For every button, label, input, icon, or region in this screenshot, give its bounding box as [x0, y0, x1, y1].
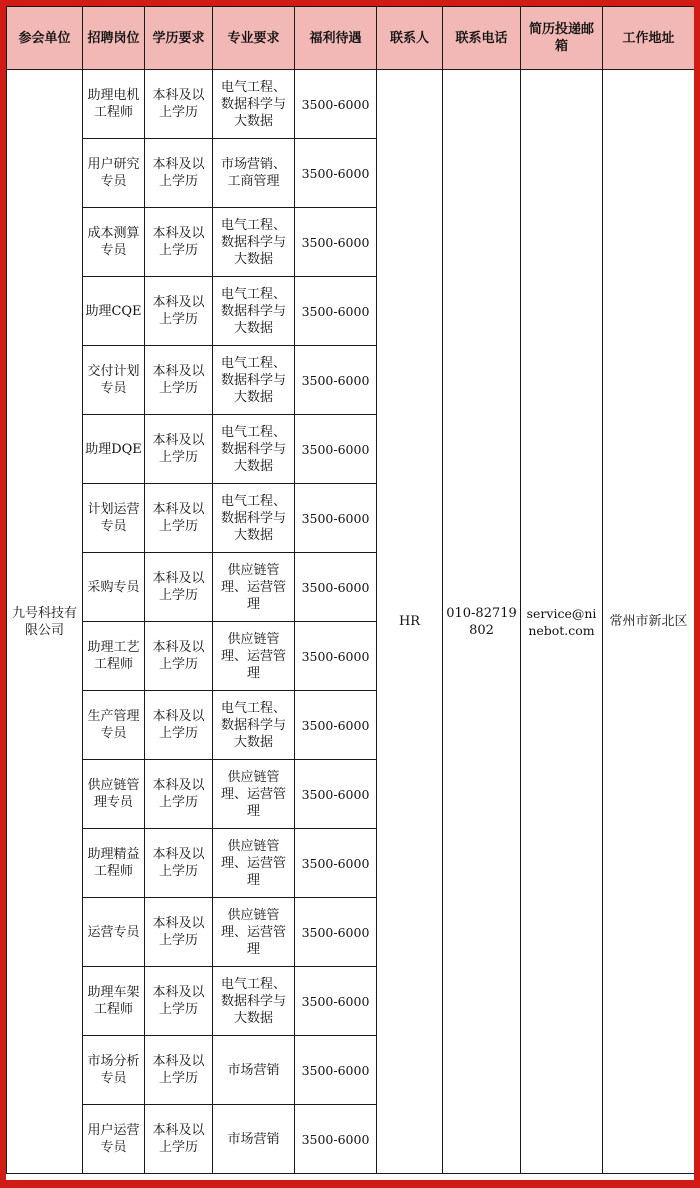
salary-cell: 3500-6000 — [295, 346, 377, 415]
education-cell: 本科及以上学历 — [145, 1036, 213, 1105]
salary-cell: 3500-6000 — [295, 622, 377, 691]
major-cell: 电气工程、数据科学与大数据 — [213, 277, 295, 346]
salary-cell: 3500-6000 — [295, 139, 377, 208]
header-address: 工作地址 — [603, 7, 695, 70]
email-cell: service@ninebot.com — [521, 70, 603, 1174]
major-cell: 电气工程、数据科学与大数据 — [213, 346, 295, 415]
position-cell: 采购专员 — [83, 553, 145, 622]
position-cell: 成本测算专员 — [83, 208, 145, 277]
position-cell: 计划运营专员 — [83, 484, 145, 553]
header-company: 参会单位 — [7, 7, 83, 70]
major-cell: 市场营销 — [213, 1036, 295, 1105]
header-contact: 联系人 — [377, 7, 443, 70]
position-cell: 助理电机工程师 — [83, 70, 145, 139]
education-cell: 本科及以上学历 — [145, 691, 213, 760]
education-cell: 本科及以上学历 — [145, 829, 213, 898]
salary-cell: 3500-6000 — [295, 691, 377, 760]
education-cell: 本科及以上学历 — [145, 415, 213, 484]
position-cell: 市场分析专员 — [83, 1036, 145, 1105]
education-cell: 本科及以上学历 — [145, 898, 213, 967]
phone-cell: 010-82719802 — [443, 70, 521, 1174]
salary-cell: 3500-6000 — [295, 1036, 377, 1105]
major-cell: 电气工程、数据科学与大数据 — [213, 967, 295, 1036]
major-cell: 电气工程、数据科学与大数据 — [213, 691, 295, 760]
header-phone: 联系电话 — [443, 7, 521, 70]
position-cell: 供应链管理专员 — [83, 760, 145, 829]
salary-cell: 3500-6000 — [295, 277, 377, 346]
header-major: 专业要求 — [213, 7, 295, 70]
major-cell: 电气工程、数据科学与大数据 — [213, 70, 295, 139]
position-cell: 用户研究专员 — [83, 139, 145, 208]
header-salary: 福利待遇 — [295, 7, 377, 70]
major-cell: 供应链管理、运营管理 — [213, 898, 295, 967]
position-cell: 助理车架工程师 — [83, 967, 145, 1036]
salary-cell: 3500-6000 — [295, 760, 377, 829]
company-name-cell: 九号科技有限公司 — [7, 70, 83, 1174]
major-cell: 电气工程、数据科学与大数据 — [213, 415, 295, 484]
education-cell: 本科及以上学历 — [145, 70, 213, 139]
position-cell: 助理工艺工程师 — [83, 622, 145, 691]
education-cell: 本科及以上学历 — [145, 1105, 213, 1174]
major-cell: 市场营销 — [213, 1105, 295, 1174]
major-cell: 供应链管理、运营管理 — [213, 829, 295, 898]
header-email: 简历投递邮箱 — [521, 7, 603, 70]
salary-cell: 3500-6000 — [295, 70, 377, 139]
header-education: 学历要求 — [145, 7, 213, 70]
salary-cell: 3500-6000 — [295, 829, 377, 898]
position-cell: 用户运营专员 — [83, 1105, 145, 1174]
recruitment-sheet — [6, 6, 694, 1180]
education-cell: 本科及以上学历 — [145, 208, 213, 277]
salary-cell: 3500-6000 — [295, 553, 377, 622]
education-cell: 本科及以上学历 — [145, 760, 213, 829]
major-cell: 电气工程、数据科学与大数据 — [213, 208, 295, 277]
major-cell: 市场营销、工商管理 — [213, 139, 295, 208]
position-cell: 助理CQE — [83, 277, 145, 346]
salary-cell: 3500-6000 — [295, 208, 377, 277]
education-cell: 本科及以上学历 — [145, 553, 213, 622]
header-position: 招聘岗位 — [83, 7, 145, 70]
salary-cell: 3500-6000 — [295, 1105, 377, 1174]
education-cell: 本科及以上学历 — [145, 277, 213, 346]
education-cell: 本科及以上学历 — [145, 622, 213, 691]
salary-cell: 3500-6000 — [295, 967, 377, 1036]
contact-cell: HR — [377, 70, 443, 1174]
table-row — [7, 70, 695, 139]
salary-cell: 3500-6000 — [295, 898, 377, 967]
education-cell: 本科及以上学历 — [145, 346, 213, 415]
major-cell: 电气工程、数据科学与大数据 — [213, 484, 295, 553]
position-cell: 运营专员 — [83, 898, 145, 967]
salary-cell: 3500-6000 — [295, 415, 377, 484]
major-cell: 供应链管理、运营管理 — [213, 553, 295, 622]
address-cell: 常州市新北区 — [603, 70, 695, 1174]
major-cell: 供应链管理、运营管理 — [213, 622, 295, 691]
major-cell: 供应链管理、运营管理 — [213, 760, 295, 829]
position-cell: 生产管理专员 — [83, 691, 145, 760]
recruitment-table — [6, 6, 694, 1174]
header-row — [7, 7, 695, 70]
position-cell: 助理DQE — [83, 415, 145, 484]
position-cell: 助理精益工程师 — [83, 829, 145, 898]
education-cell: 本科及以上学历 — [145, 967, 213, 1036]
position-cell: 交付计划专员 — [83, 346, 145, 415]
salary-cell: 3500-6000 — [295, 484, 377, 553]
education-cell: 本科及以上学历 — [145, 484, 213, 553]
education-cell: 本科及以上学历 — [145, 139, 213, 208]
